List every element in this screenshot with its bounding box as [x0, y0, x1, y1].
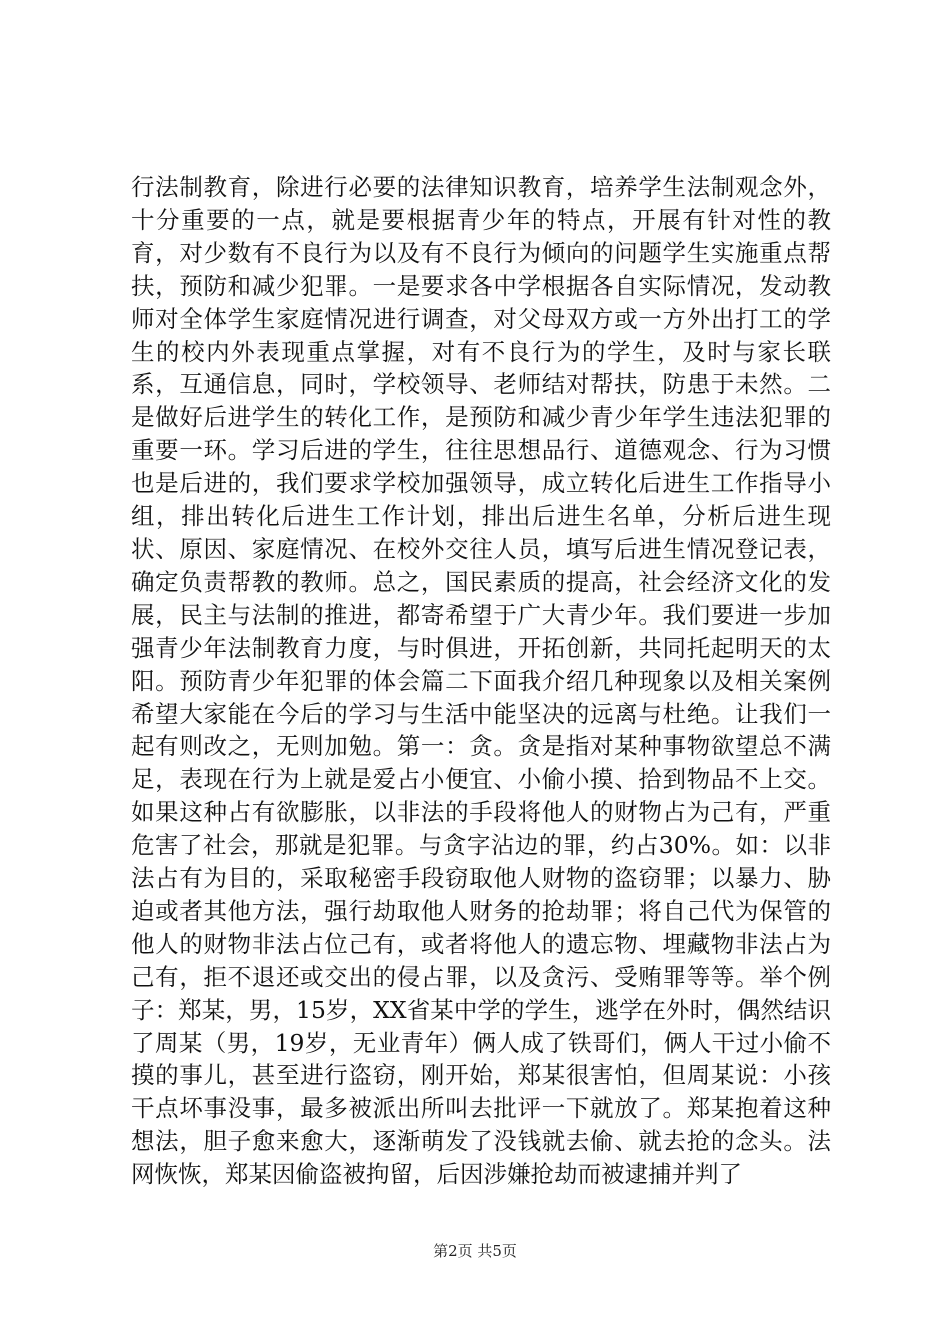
page-footer: 第2页 共5页 — [433, 1242, 517, 1260]
body-paragraph: 行法制教育，除进行必要的法律知识教育，培养学生法制观念外，十分重要的一点，就是要根据青少年的特点，开展有针对性的教育，对少数有不良行为以及有不良行为倾向的问题学生实施重点帮扶，预防和减少犯罪。一是要求各中学根据各自实际情况，发动教师对全体学生家庭情况进行调查，对父母双方或一方外出打工的学生的校内外表现重点掌握，对有不良行为的学生，及时与家长联系，互通信息，同时，学校领导、老师结对帮扶，防患于未然。二是做好后进学生的转化工作，是预防和减少青少年学生违法犯罪的重要一环。学习后进的学生，往往思想品行、道德观念、行为习惯也是后进的，我们要求学校加强领导，成立转化后进生工作指导小组，排出转化后进生工作计划，排出后进生名单，分析后进生现状、原因、家庭情况、在校外交往人员，填写后进生情况登记表，确定负责帮教的教师。总之，国民素质的提高，社会经济文化的发展，民主与法制的推进，都寄希望于广大青少年。我们要进一步加强青少年法制教育力度，与时俱进，开拓创新，共同托起明天的太阳。预防青少年犯罪的体会篇二下面我介绍几种现象以及相关案例希望大家能在今后的学习与生活中能坚决的远离与杜绝。让我们一起有则改之，无则加勉。第一：贪。贪是指对某种事物欲望总不满足，表现在行为上就是爱占小便宜、小偷小摸、拾到物品不上交。如果这种占有欲膨胀，以非法的手段将他人的财物占为己有，严重危害了社会，那就是犯罪。与贪字沾边的罪，约占30%。如：以非法占有为目的，采取秘密手段窃取他人财物的盗窃罪；以暴力、胁迫或者其他方法，强行劫取他人财务的抢劫罪；将自己代为保管的他人的财物非法占位己有，或者将他人的遗忘物、埋藏物非法占为己有，拒不退还或交出的侵占罪，以及贪污、受贿罪等等。举个例子：郑某，男，15岁，XX省某中学的学生，逃学在外时，偶然结识了周某（男，19岁，无业青年）俩人成了铁哥们，俩人干过小偷不摸的事儿，甚至进行盗窃，刚开始，郑某很害怕，但周某说：小孩干点坏事没事，最多被派出所叫去批评一下就放了。郑某抱着这种想法，胆子愈来愈大，逐渐萌发了没钱就去偷、就去抢的念头。法网恢恢，郑某因偷盗被拘留，后因涉嫌抢劫而被逮捕并判了 — [131, 173, 831, 1189]
